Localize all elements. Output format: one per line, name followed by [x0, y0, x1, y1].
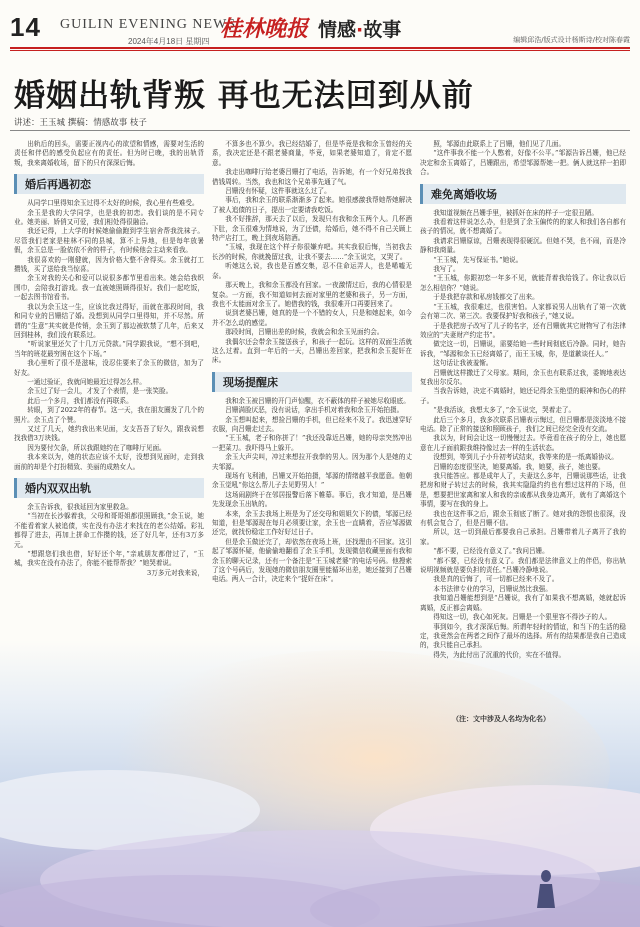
paragraph: 余玉过了好一会儿，才发了个表情，是一张笑脸。: [27, 387, 173, 396]
article-column-2: [212, 140, 412, 680]
paragraph: 余玉对我的关心和爱可以说很多都节里看出来。她会给我织围巾，会陪我打游戏。我一直被她照顾得很好。我们一起吃饭，一起去图书馆看书。: [14, 274, 204, 302]
paragraph: “王玉城，我很难过，也很害怕。人家都说男人出轨有了第一次就会有第二次、第三次。我要保护好我和孩子，”她又说。: [420, 302, 626, 321]
paragraph: 所以，这一切到最后都要我自己承担。吕姗带着儿子离开了我的家。: [420, 528, 626, 546]
paragraph: 我不好推辞，那天去了以后，发现只有我和余玉两个人。几杯酒下肚，余玉很难为情地说，为了还债，给婚后，她不得不自己关顾上特产店打工，晚上到夜场陪酒。: [212, 215, 412, 243]
byline: 讲述：王玉城 撰稿：情感故事 枝子: [14, 118, 147, 128]
paragraph: 这场闹剧终于在邻居报警后落下帷幕。事后，我才知道，是吕姗先发现余玉出轨的。: [212, 490, 412, 509]
names-note: （注：文中涉及人名均为化名）: [452, 715, 550, 723]
paragraph: 于是我把存款和私房钱都交了出来。: [433, 293, 539, 302]
top-rule-thin: [10, 50, 630, 51]
article-column-3: [420, 140, 626, 730]
paragraph: 我偶尔还会带余玉接送孩子，和孩子一起玩。这样的双面生活就这么过着。直到一年后的一天，吕姗出差回家，把我和余玉捉奸在床。: [212, 337, 412, 365]
article-column-1: [14, 140, 204, 640]
paragraph: 我以为余玉这一生，应该比我过得好，而就在那段时间，我和同专业的吕姗结了婚。没想到从同学口里得知，并不尽然。所谓的“生意”其实就是传销，余玉到了那边被软禁了几年，后来又回到桂林，我们没有联系过。: [14, 302, 204, 339]
paragraph: “当初在长沙躲着我，父母和哥哥姐都很照顾我，”余玉说，她不能看着家人被追债，实在没有办法才来找在的老公结婚。彩礼都得了进去，再加上拼命工作攒的钱，还了好几年，还有3万多元。: [14, 512, 204, 549]
paragraph: 我本来以为，她的状态应该不太好，没想到见面时，走到我面前的却是个打扮精致、美丽的成熟女人。: [14, 453, 204, 471]
paragraph: “王玉城，你跟初恋一年多不见，就能背着我给钱了。你让我以后怎么相信你？”她说。: [420, 274, 626, 292]
paragraph: 事后，我和余玉的联系渐渐多了起来。她很感激我帮她帮她解决了被人追债的日子，提出一定要请我吃饭。: [212, 196, 412, 214]
page-number: 14: [10, 12, 41, 42]
paragraph: 我还记得，上大学的时候她偷偷跑到学生宿舍帮我洗袜子。尽管我们老家是桂林不同的县城，算不上异地，但是每年放暑假，余玉总是一脸依依不舍的样子，有时候他会主动来看我。: [14, 227, 204, 255]
paragraph: 得知这一切，我心如死灰。吕姗是一个狠里容不得沙子的人。: [433, 613, 612, 622]
paragraph: 我也在这件事之后，跟余玉彻底了断了。她对我的怨恨也很深，没有机会复合了，但是吕姗不信。: [420, 509, 626, 528]
paragraph: 此后三个多月，我多次联系吕姗表示悔过，但吕姗都是淡淡地不接电话。除了正常的接送和照顾孩子，我们之间已经完全没有交流。: [420, 415, 626, 433]
paragraph: 我很喜欢的一刚健就，因为价格大整不舍得买。余玉就打工攒钱，买了送给我当惊喜。: [14, 255, 204, 274]
paragraph: 从同学口里得知余玉过得不太好的时候，我心里有些难受。: [27, 199, 199, 208]
subhead-4: 现场提醒床: [212, 372, 412, 392]
paper-name-en: GUILIN EVENING NEWS: [60, 17, 237, 32]
paragraph: “这件事我不能一个人憋着，好像不公平。”邹源告诉吕姗，他已经决定和余玉离婚了，吕姗跟出，希望邹源帮她一把。俩人就这样一拍即合。: [420, 149, 626, 177]
paragraph: 本来，余玉去我场上班是为了还交母和姐姐欠下的债，邹源已经知道，但是邹源现在每月必须要让家，余玉也一直瞒着，否应邹源做还完，就找份稳定工作好好过日子。: [212, 509, 412, 537]
paragraph: 余玉想叫起来，想捡吕姗的手机，但已经来不及了。我迅速穿好衣服，向吕姗走过去。: [212, 415, 412, 433]
paragraph: 余玉是我的大学同学，也是我的初恋。我们谈的是不同专业。她美丽、娇俏又可爱，我们相处得很融洽。: [14, 208, 204, 227]
paragraph: 我请求吕姗原谅，吕姗表现得很硬沉。但她不哭，也不闹，而是冷静和我商量。: [420, 236, 626, 255]
byline-rule: [10, 130, 630, 131]
paragraph: 做完这一切，吕姗说，需要给她一些时间彻底后冷静。同时，她告诉我，“邹源和余玉已经离婚了，而王玉城，你，是道歉谈任人。”: [420, 340, 626, 358]
paragraph: 这句话让我被羞惭。: [433, 359, 493, 368]
headline: 婚姻出轨背叛 再也无法回到从前: [14, 78, 474, 114]
paragraph: 余玉大声尖叫，冲过来想拉开我拳的男人。因为那个人是她的丈夫邹源。: [212, 453, 412, 471]
paragraph: “都不要，已经没有意义了。我们都是法律意义上的伴侣，你出轨说明视频就是要负担的责任。”吕姗冷静地说。: [420, 556, 626, 575]
paragraph: 我走出咖啡厅给老婆吕姗打了电话，告诉她，有一个好兄弟找我借钱周转。当然，我也和这个兄弟事先通了气。: [212, 168, 412, 186]
paragraph: 一通过验证，我就问她最近过得怎么样。: [27, 377, 146, 386]
lead-paragraph: 出轨后的回头，需要正视内心的欲望和情感，需要对生活的责任和伴侣的感受负起应有的责任。但为时已晚，我的出轨背叛，我来离婚收场，留下的只有深深后悔。: [14, 140, 204, 167]
paragraph: 我知道吕姗能想到是“吕姗说，我有了如果我不想离婚，她就起诉离婚，反正都会离婚。: [420, 594, 626, 612]
paragraph: 当我告诉她，决定不离婚时，她还记得余玉绝望的眼神和伤心的样子。: [420, 387, 626, 405]
paragraph: 3万多元对我来说，: [147, 568, 204, 577]
paragraph: 那段时间，吕姗出差的时候，我就会和余玉见面约会。: [225, 328, 384, 337]
paragraph: “玉城，我现在这个样子你很嫌弃吧。其实我很后悔，当初我去长沙的时候，你就挽留过我，让我不要去……”余玉说完，又哭了。: [212, 243, 412, 261]
paragraph: “都不要，已经没有意义了。”我问吕姗。: [433, 547, 549, 556]
paragraph: 我看着这样说怎么办，但是到了余玉偏传的的家人和我们各自都有孩子的情况，就不想离婚了。: [420, 218, 626, 236]
paragraph: “是我活该，我想太多了，”余玉说完，哭着走了。: [433, 406, 576, 415]
paragraph: “听说家里还欠了十几万元贷款。”同学跟我说，“想不到吧，当年的班花最穷困在这个下场。”: [14, 340, 204, 358]
paragraph: 又过了几天，她约我出来见面，支支吾吾了好久，跟我说想找我借3万块钱。: [14, 424, 204, 443]
paragraph: “王玉城，先写保证书。”她说。: [433, 255, 523, 264]
paragraph: 因为要付欠条，所以我跟她约在了咖啡厅见面。: [27, 443, 166, 452]
subhead-2: 婚内双双出轨: [14, 478, 204, 498]
paragraph: 吕姗就这样撒迁了父母家。期间，余玉也有联系过我，委婉地表达复我出尔反尔。: [420, 368, 626, 386]
paragraph: 我以为，时间会让这一切慢慢过去。毕竟看在孩子的分上，她也愿意在儿子面前跟我维持像过去一样的生活状态。: [420, 434, 626, 452]
subhead-3: 难免离婚收场: [420, 184, 626, 204]
paragraph: 转眼，到了2022年的春节。这一天，我在朋友圈发了几个的照片。余玉点了个赞。: [14, 406, 204, 424]
paragraph: 此后一个多月，我们都没有再联系。: [27, 396, 133, 405]
paragraph: 我只能答应。都是成年人了，夫妻这么多年，吕姗说那些话，让我把房和财子转过去的时候，我其实隐隐约约也有想过这样的下场，但是，想要把世家离和家人和我的亲戚都从我身边离开，就有了离婚这个事情，要写在我的身上。: [420, 472, 626, 509]
paragraph: 于是我把房子改写了儿子的名字，还有吕姗就其它财物写了有法律效应的“夫妻财产约定书”。: [420, 321, 626, 339]
paragraph: 我知道视频在吕姗手里，被抓奸在床的样子一定很丑陋。: [433, 208, 599, 217]
paragraph: 没想到，等到儿子小升初考试结束，我等来的是一纸离婚协议。: [433, 453, 618, 462]
paragraph: 那天晚上，我和余玉都没有回家。一夜激情过后，我的心情很是复杂。一方面，我不知道如何去面对家里的老婆和孩子，另一方面，我也不太能面对余玉了。她借我的钱，我很难开口再要回来了。: [212, 281, 412, 308]
paragraph: 照，邹源由此联系上了吕姗，他们见了几面。: [433, 140, 566, 148]
top-rule: [10, 47, 630, 49]
issue-date: 2024年4月18日 星期四: [128, 37, 210, 46]
paragraph: “想跟您们我也借，好好还个年，”亲戚朋友都借过了，“玉城，我实在没有办法了，你能不能帮帮我？”她哭着说。: [14, 550, 204, 568]
paragraph: 吕姗满脸厌恶，没有说话，拿出手机对着我和余玉开始拍摄。: [225, 406, 404, 415]
section-separator: ·: [356, 19, 364, 41]
paragraph: 我和余玉被吕姗的开门声惊醒，衣不蔽体的样子被她尽收眼底。: [225, 396, 410, 405]
paragraph: 余玉告诉我，很我延回为家里救急。: [27, 503, 133, 511]
section-sub: 故事: [363, 19, 402, 41]
paragraph: 说到老婆吕姗，她真的是一个不错的女人，只是和她起来，如今并不怎么动的感觉。: [212, 309, 412, 327]
paragraph: 现场有飞利浦，吕姗又开始拍摄，邹源的情绪越平我愿意。他朝余玉觉吼“你这么帮儿子去见野男人！”: [212, 472, 412, 490]
paragraph: 听她这么说，我也是百感交集，忍不住命运弄人，也是唏嘘无奈。: [212, 262, 412, 280]
paragraph: 我心里听了很不是滋味，没忍住要来了余玉的微信，加为了好友。: [14, 359, 204, 377]
masthead: [0, 0, 640, 46]
paragraph: 得失，为此付出了沉重的代价，实在不值得。: [433, 650, 566, 659]
paragraph: 事到如今，我才深深后悔。所谓年轻时的情谊，和当下的生活的稳定，我竟然会在两者之间作了最坏的选择。所有的结果都是我自己造成的，我只能自己承担。: [420, 622, 626, 650]
editors-credit: 编辑邱浩/版式设计杨斯诗/校对陈春霞: [513, 36, 630, 44]
paragraph: 但是余玉做还完了，却依然在夜场上班，还找理由不回家。这引起了邹源怀疑，他偷偷地翻看了余玉手机，发现微信收藏里面有我和余玉的聊天记录，还有一个备注是“王玉城老婆”的电话号码。他搜索了这个号码后，发现她的微信朋友圈里能循环出差，她还接到了吕姗电话。两人一合计，决定来个“捉奸在床”。: [212, 537, 412, 584]
paragraph: 不算多也不算少。我已经结婚了，但是毕竟是我和余玉曾经的关系，我决定还是不跟老婆商量，毕竟，如果老婆知道了，肯定不愿意。: [212, 140, 412, 167]
paragraph: 我写了。: [433, 265, 460, 274]
paragraph: 吕姗的态度很坚决，她要离婚。我，她要，孩子，她也要。: [433, 462, 605, 471]
paragraph: 我是真的后悔了，可一切都已经来不及了。: [433, 575, 559, 584]
section-main: 情感: [318, 19, 357, 41]
section-title: [318, 15, 401, 42]
subhead-1: 婚后再遇初恋: [14, 174, 204, 194]
paragraph: 吕姗没有怀疑，这件事就这么过了。: [225, 187, 331, 196]
paragraph: 本书法律专业的学习，吕姗说然比我强。: [433, 584, 552, 593]
paper-logo: 桂林晚报: [220, 16, 309, 42]
paragraph: “王玉城，老子和你拼了！”我还没靠近吕姗，她的母亲突然冲出一把菜刀。我吓得马上躲开。: [212, 434, 412, 452]
